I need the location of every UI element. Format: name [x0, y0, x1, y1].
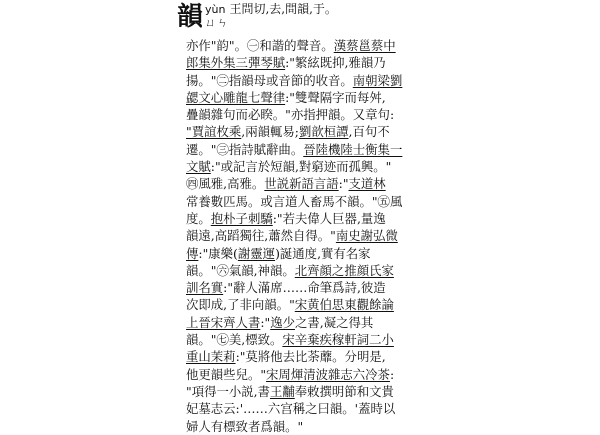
definition-text: :"莫將他去比荼蘼。分明是, — [235, 349, 386, 365]
cited-source: 傳 — [186, 245, 199, 261]
definition-line — [186, 54, 414, 71]
zhuyin: ㄩㄣ — [205, 16, 229, 29]
definition-text: :" — [338, 176, 349, 192]
definition-text: :"若夫偉人巨器,量逸 — [272, 210, 386, 226]
definition-text: 韻遠,高蹈獨往,蕭然自得。" — [186, 228, 336, 244]
definition-line — [186, 383, 414, 400]
definition-line — [186, 262, 414, 279]
definition-line — [186, 331, 414, 348]
definition-text: 婦人有標致者爲韻。" — [186, 418, 304, 434]
definition-text: :" — [260, 314, 271, 330]
definition-line — [186, 123, 414, 140]
definition-text: : — [389, 366, 395, 382]
definition-line — [186, 279, 414, 296]
definition-line — [186, 348, 414, 365]
cited-source: 晉陸機陸士衡集一 — [303, 141, 403, 157]
definition-text: 之書,凝之得其 — [295, 314, 374, 330]
cited-source: 支道林 — [348, 176, 386, 192]
cited-source: 漢蔡邕蔡中 — [333, 38, 396, 53]
definition-line — [186, 89, 414, 106]
definition-line — [186, 37, 414, 54]
definition-line — [186, 418, 414, 435]
definition-line — [186, 158, 414, 175]
definition-text: 韻。"㊅氣韻,神韻。 — [186, 262, 295, 278]
definition-line — [186, 106, 414, 123]
definition-line — [186, 296, 414, 313]
definition-text: 奉敕撰明節和文貴 — [294, 383, 394, 399]
cited-source: 勰文心雕龍七聲律 — [186, 89, 286, 105]
cited-source: 郎集外集三彈琴賦 — [186, 55, 286, 71]
cited-source: 宋周煇清波雜志六冷茶 — [266, 366, 390, 382]
definition-text: ㊃風雅,高雅。 — [186, 176, 265, 192]
definition-text: 常養數匹馬。或言道人畜馬不韻。"㊄風 — [186, 193, 403, 209]
definition-text: "項得一小説,書 — [186, 383, 270, 399]
cited-source: 逸少 — [270, 314, 295, 330]
definition-text: 韻。"㊆美,標致。 — [186, 332, 283, 348]
cited-source: 訓名實 — [186, 280, 224, 296]
definition-text: :"繁絃既抑,雅韻乃 — [285, 55, 386, 71]
definition-text: :"雙聲隔字而每舛, — [285, 89, 386, 105]
cited-source: 北齊顔之推顔氏家 — [294, 262, 394, 278]
headword: 韻 — [177, 2, 204, 32]
definition-text: 遷。"㊂指詩賦辭曲。 — [186, 141, 304, 157]
definition-line — [186, 175, 414, 192]
definition-text: :"或記言於短韻,對窮迹而孤興。" — [210, 159, 392, 175]
cited-source: "賈誼枚乘 — [186, 124, 242, 140]
cited-source: 抱朴子刺驕 — [210, 210, 273, 226]
definition-text: 揚。"㊁指韻母或音節的收音。 — [186, 72, 353, 88]
cited-source: 宋辛棄疾稼軒詞二小 — [282, 332, 394, 348]
cited-source: 重山茉莉 — [186, 349, 236, 365]
definition-line — [186, 227, 414, 244]
definition-text: :"康樂( — [198, 245, 238, 261]
cited-source: 宋黄伯思東觀餘論 — [294, 297, 394, 313]
cited-source: 南朝梁劉 — [352, 72, 403, 88]
cited-source: 南史謝弘微 — [335, 228, 398, 244]
definition-body — [186, 37, 414, 435]
cited-source: 謝靈運 — [237, 245, 276, 261]
cited-source: 劉歆桓譚 — [298, 124, 349, 140]
definition-text: 他更韻些兒。" — [186, 366, 267, 382]
definition-text: 妃墓志云:'……六宫稱之曰韻。'蓋時以 — [186, 401, 396, 417]
cited-source: 王黼 — [269, 383, 295, 399]
definition-line — [186, 245, 414, 262]
definition-text: )誕通度,實有名家 — [275, 245, 371, 261]
definition-line — [186, 366, 414, 383]
pinyin: yùn — [205, 3, 226, 16]
pronunciation-line — [205, 2, 337, 17]
definition-line — [186, 193, 414, 210]
cited-source: 世説新語言語 — [264, 176, 339, 192]
definition-text: :"辭人滿席……命筆爲詩,彼造 — [223, 280, 386, 296]
definition-text: ,百句不 — [348, 124, 390, 140]
definition-text: 疊韻雜句而必睽。"亦指押韻。又章句: — [186, 107, 395, 123]
fanqie-reading: 王問切,去,問韻,于。 — [229, 2, 337, 16]
definition-text: 度。 — [186, 210, 211, 226]
definition-line — [186, 141, 414, 158]
cited-source: 文賦 — [186, 159, 211, 175]
cited-source: 上晉宋齊人書 — [186, 314, 261, 330]
definition-line — [186, 210, 414, 227]
definition-text: 次即成,了非向韻。" — [186, 297, 295, 313]
definition-line — [186, 72, 414, 89]
definition-line — [186, 400, 414, 417]
definition-line — [186, 314, 414, 331]
definition-text: 亦作"韵"。㊀和諧的聲音。 — [186, 38, 334, 53]
definition-text: ,兩韻輒易; — [241, 124, 299, 140]
